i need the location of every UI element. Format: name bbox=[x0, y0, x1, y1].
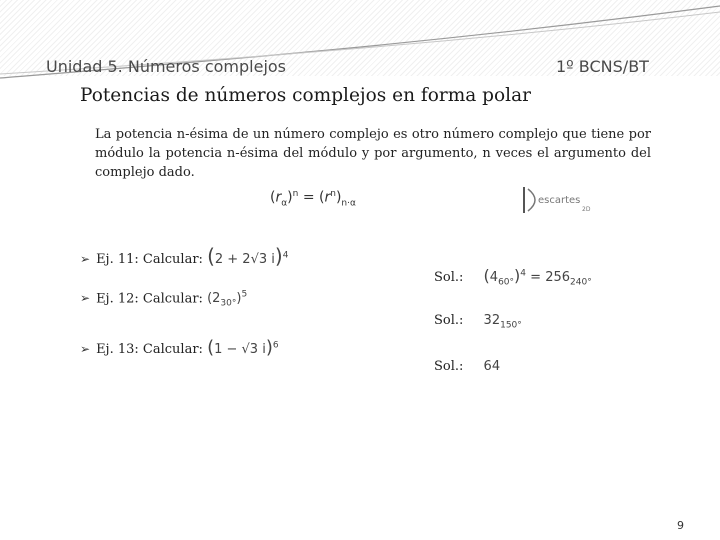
arrow-bullet-icon: ➢ bbox=[80, 252, 91, 266]
arrow-bullet-icon: ➢ bbox=[80, 291, 91, 306]
solution-11: Sol.: $(4_{60^\circ})^4 = 256_{240^\circ}$ bbox=[434, 266, 592, 288]
solution-13-value: 64 bbox=[483, 359, 501, 374]
page-number: 9 bbox=[677, 519, 684, 532]
svg-text:escartes: escartes bbox=[538, 195, 581, 206]
solution-12: Sol.: $32_{150^\circ}$ bbox=[434, 313, 522, 331]
descartes-logo bbox=[520, 185, 600, 215]
slide-title-text: Potencias de números complejos en forma polar bbox=[80, 85, 531, 106]
exercise-11-expression: (2 + 2√3 i)$^4$ bbox=[207, 244, 289, 268]
exercise-12-expression: $(2_{30^\circ})^5$ bbox=[207, 290, 248, 309]
solution-12-value: $32_{150^\circ}$ bbox=[483, 313, 522, 331]
arrow-bullet-icon: ➢ bbox=[80, 342, 91, 356]
svg-text:2D: 2D bbox=[582, 206, 591, 213]
unit-title: Unidad 5. Números complejos bbox=[46, 57, 287, 76]
exercise-13: ➢ Ej. 13: Calcular: (1 − √3 i)$^6$ bbox=[80, 337, 279, 358]
solution-13: Sol.: 64 bbox=[434, 359, 501, 374]
exercise-11: ➢ Ej. 11: Calcular: (2 + 2√3 i)$^4$ bbox=[80, 244, 289, 268]
course-label: 1º BCNS/BT bbox=[556, 57, 649, 76]
intro-paragraph: La potencia n-ésima de un número complejo es otro número complejo que tiene por módulo la potencia n-ésima del módulo y por argumento, n veces el argumento del complejo dado. bbox=[95, 127, 651, 180]
exercise-13-expression: (1 − √3 i)$^6$ bbox=[207, 337, 279, 358]
exercise-12: ➢ Ej. 12: Calcular: $(2_{30^\circ})^5$ bbox=[80, 290, 248, 309]
slide-title bbox=[78, 85, 531, 106]
power-formula: $(r_\alpha)^n = (r^n)_{n\cdot\alpha}$ bbox=[270, 189, 356, 209]
solution-11-value: $(4_{60^\circ})^4 = 256_{240^\circ}$ bbox=[483, 266, 592, 288]
